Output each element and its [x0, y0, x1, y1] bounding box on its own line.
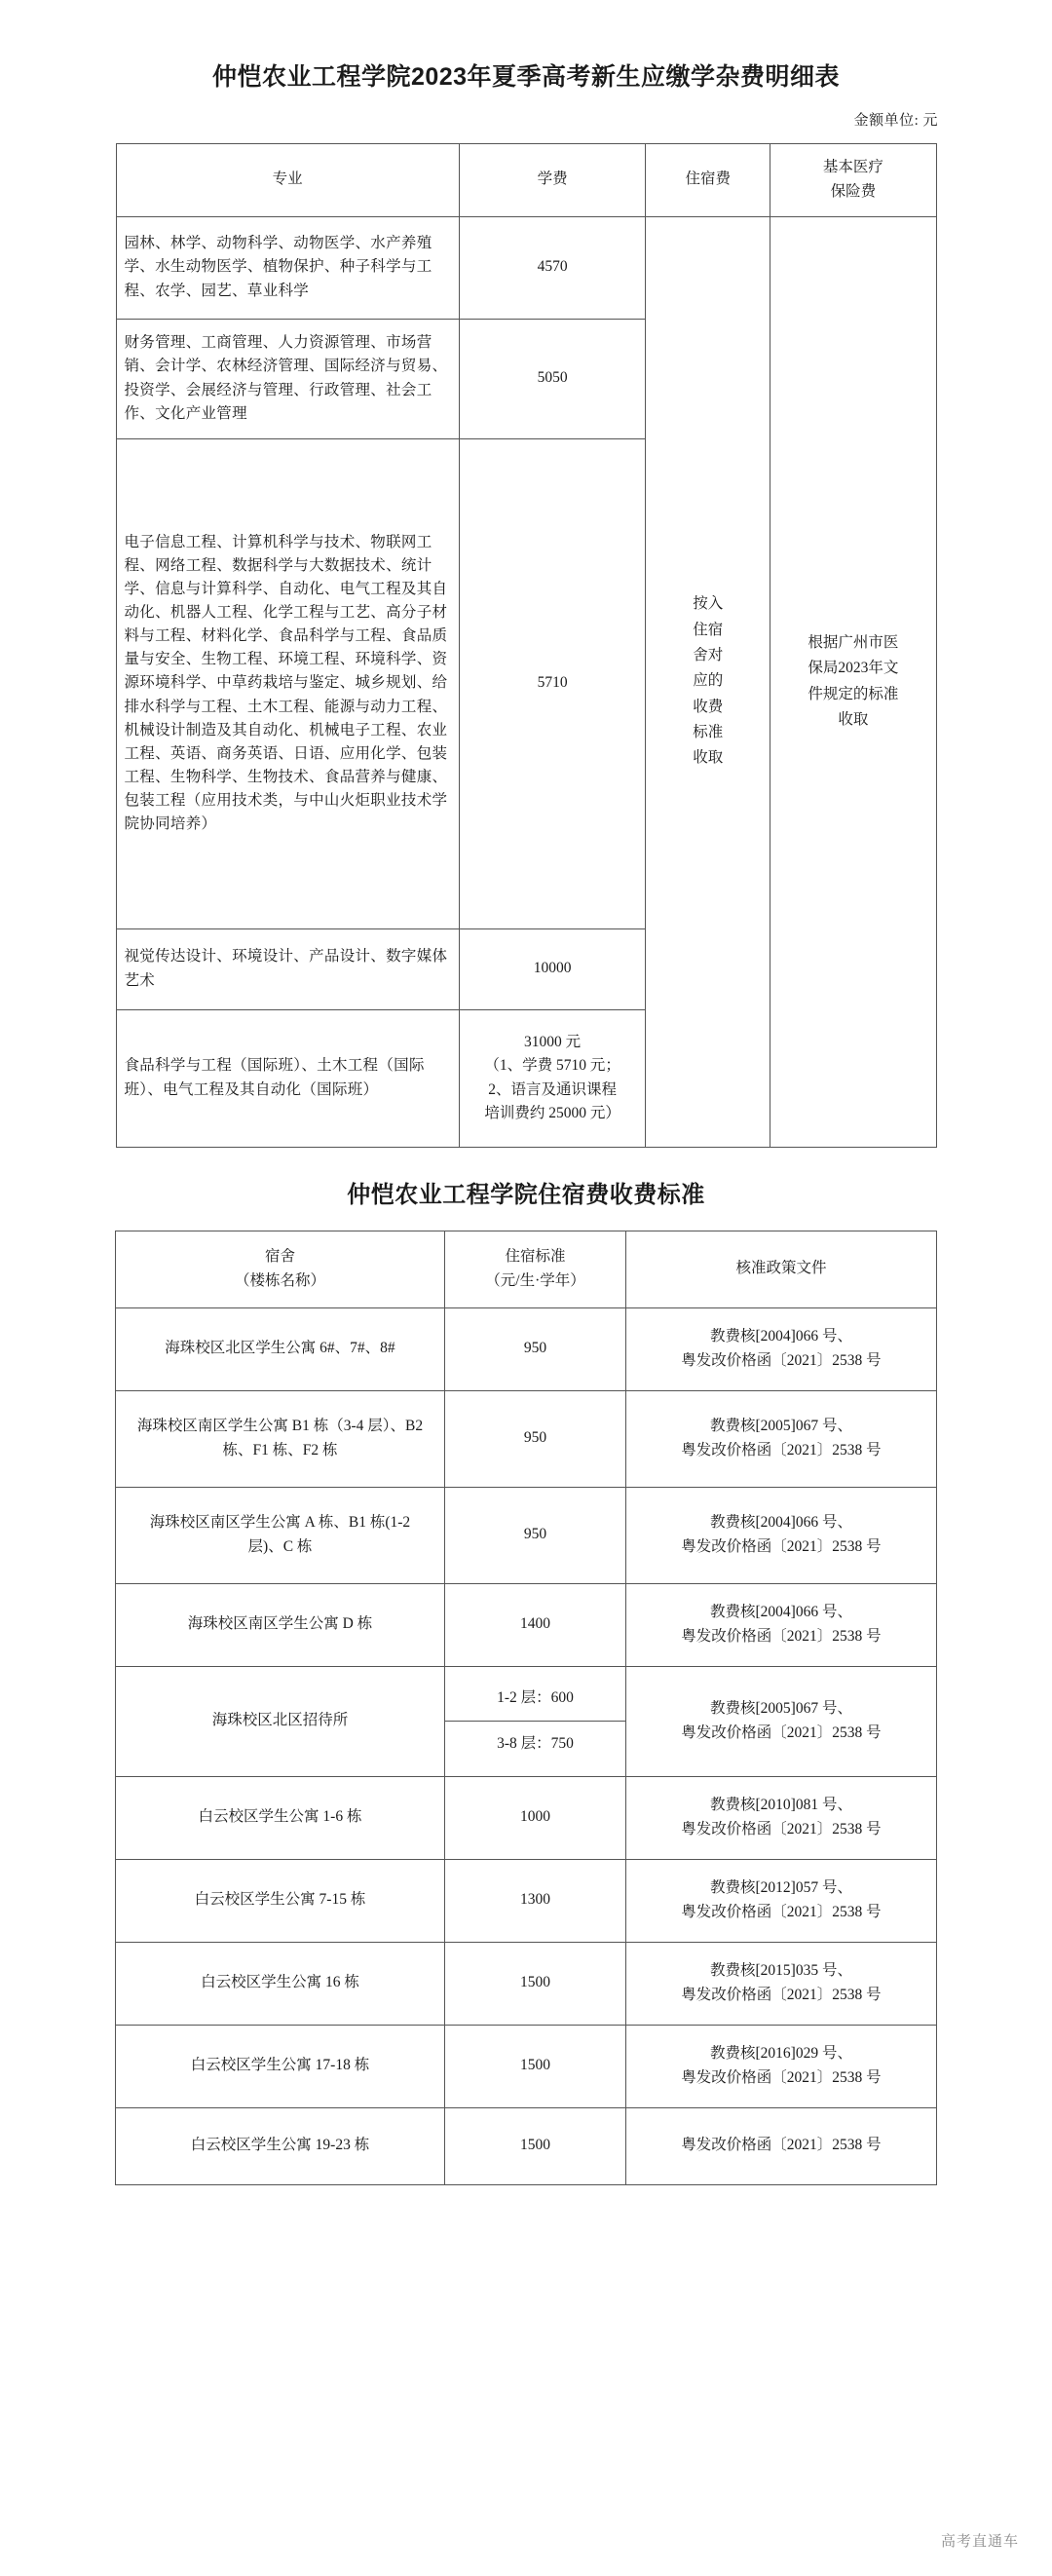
dorm-standard-6: 1000 [445, 1776, 626, 1859]
dorm-document-10 [626, 2107, 937, 2184]
header-insurance-line1: 基本医疗 [822, 159, 883, 176]
tuition-value-5 [459, 1009, 646, 1147]
header-building [116, 1231, 445, 1307]
header-standard-line2: （元/生·学年） [485, 1271, 585, 1289]
dorm-standard-9: 1500 [445, 2025, 626, 2107]
header-dormitory: 住宿费 [646, 143, 770, 216]
insurance-note-text: 根据广州市医保局2023年文件规定的标准收取 [808, 633, 899, 728]
table-row [116, 1487, 937, 1583]
header-standard-line1: 住宿标准 [505, 1248, 566, 1266]
dorm-document-7-line1: 教费核[2012]057 号、 [710, 1879, 852, 1897]
table-row [116, 2025, 937, 2107]
dorm-document-1-line1: 教费核[2004]066 号、 [710, 1328, 852, 1345]
dorm-document-3 [626, 1487, 937, 1583]
table-row [116, 1859, 937, 1942]
dorm-building-3: 海珠校区南区学生公寓 A 栋、B1 栋(1-2 层)、C 栋 [116, 1487, 445, 1583]
tuition-5-line3: 2、语言及通识课程 [488, 1080, 617, 1098]
table-row [116, 216, 936, 319]
dorm-document-4-line2: 粤发改价格函〔2021〕2538 号 [681, 1627, 882, 1645]
dorm-standard-5-floor-1-2: 1-2 层：600 [445, 1676, 625, 1722]
dorm-document-6 [626, 1776, 937, 1859]
tuition-fee-table [116, 143, 937, 1148]
page-title: 仲恺农业工程学院2023年夏季高考新生应缴学杂费明细表 [211, 62, 841, 91]
dorm-document-1-line2: 粤发改价格函〔2021〕2538 号 [681, 1351, 882, 1369]
dorm-document-9 [626, 2025, 937, 2107]
document-page [0, 17, 1052, 2576]
dorm-document-10-line1: 粤发改价格函〔2021〕2538 号 [681, 2137, 882, 2154]
dormitory-note-text: 按入住宿舍对应的收费标准收取 [693, 595, 724, 767]
tuition-value-4: 10000 [459, 928, 646, 1009]
header-insurance-line2: 保险费 [830, 182, 877, 200]
tuition-5-line1: 31000 元 [524, 1034, 582, 1051]
dorm-document-2-line1: 教费核[2005]067 号、 [710, 1418, 852, 1435]
amount-unit-label: 金额单位: 元 [853, 112, 938, 129]
table-row [116, 2107, 937, 2184]
major-list-2: 财务管理、工商管理、人力资源管理、市场营销、会计学、农林经济管理、国际经济与贸易、投资学、会展经济与管理、行政管理、社会工作、文化产业管理 [116, 319, 459, 438]
tuition-value-3: 5710 [459, 438, 646, 928]
major-list-1: 园林、林学、动物科学、动物医学、水产养殖学、水生动物医学、植物保护、种子科学与工程、农学、园艺、草业科学 [116, 216, 459, 319]
table-header-row [116, 1231, 937, 1307]
dorm-document-7 [626, 1859, 937, 1942]
dorm-standard-5-floor-3-8: 3-8 层：750 [497, 1735, 574, 1752]
tuition-5-line4: 培训费约 25000 元） [484, 1104, 620, 1121]
tuition-5-line2: （1、学费 5710 元； [484, 1057, 620, 1075]
dorm-section-title: 仲恺农业工程学院住宿费收费标准 [347, 1181, 705, 1208]
header-policy-document: 核准政策文件 [626, 1231, 937, 1307]
dorm-standard-8: 1500 [445, 1942, 626, 2025]
dorm-document-2 [626, 1390, 937, 1487]
table-header-row [116, 143, 936, 216]
header-major: 专业 [116, 143, 459, 216]
dorm-building-7: 白云校区学生公寓 7-15 栋 [116, 1859, 445, 1942]
dorm-standard-2: 950 [445, 1390, 626, 1487]
table-row [116, 1307, 937, 1390]
dorm-building-6: 白云校区学生公寓 1-6 栋 [116, 1776, 445, 1859]
dorm-document-8-line1: 教费核[2015]035 号、 [710, 1962, 852, 1980]
dorm-standard-3: 950 [445, 1487, 626, 1583]
table-row [116, 1390, 937, 1487]
header-building-line1: 宿舍 [264, 1248, 295, 1266]
dorm-standard-4: 1400 [445, 1583, 626, 1666]
dorm-document-8 [626, 1942, 937, 2025]
dorm-standard-7: 1300 [445, 1859, 626, 1942]
major-list-5: 食品科学与工程（国际班）、土木工程（国际班）、电气工程及其自动化（国际班） [116, 1009, 459, 1147]
dorm-document-4 [626, 1583, 937, 1666]
table-row [116, 1666, 937, 1776]
dorm-document-4-line1: 教费核[2004]066 号、 [710, 1604, 852, 1621]
watermark-label: 高考直通车 [940, 2532, 1019, 2550]
header-tuition: 学费 [459, 143, 646, 216]
table-row [116, 1776, 937, 1859]
header-standard [445, 1231, 626, 1307]
header-building-line2: （楼栋名称） [234, 1271, 325, 1289]
dorm-document-6-line2: 粤发改价格函〔2021〕2538 号 [681, 1820, 882, 1837]
dorm-document-6-line1: 教费核[2010]081 号、 [710, 1797, 852, 1814]
dorm-document-3-line1: 教费核[2004]066 号、 [710, 1514, 852, 1532]
dorm-document-5 [626, 1666, 937, 1776]
major-list-4: 视觉传达设计、环境设计、产品设计、数字媒体艺术 [116, 928, 459, 1009]
dorm-standard-1: 950 [445, 1307, 626, 1390]
dorm-document-7-line2: 粤发改价格函〔2021〕2538 号 [681, 1903, 882, 1920]
dorm-standard-5 [445, 1666, 626, 1776]
header-insurance [770, 143, 936, 216]
dorm-building-2: 海珠校区南区学生公寓 B1 栋（3-4 层）、B2 栋、F1 栋、F2 栋 [116, 1390, 445, 1487]
dorm-document-5-line1: 教费核[2005]067 号、 [710, 1700, 852, 1718]
dormitory-note-cell [646, 216, 770, 1147]
table-row [116, 1942, 937, 2025]
tuition-value-2: 5050 [459, 319, 646, 438]
dorm-document-9-line2: 粤发改价格函〔2021〕2538 号 [681, 2068, 882, 2086]
dorm-document-2-line2: 粤发改价格函〔2021〕2538 号 [681, 1441, 882, 1458]
tuition-value-1: 4570 [459, 216, 646, 319]
dorm-building-10: 白云校区学生公寓 19-23 栋 [116, 2107, 445, 2184]
table-row [116, 1583, 937, 1666]
dorm-building-8: 白云校区学生公寓 16 栋 [116, 1942, 445, 2025]
dorm-building-9: 白云校区学生公寓 17-18 栋 [116, 2025, 445, 2107]
dorm-document-1 [626, 1307, 937, 1390]
dorm-document-9-line1: 教费核[2016]029 号、 [710, 2045, 852, 2063]
dorm-building-4: 海珠校区南区学生公寓 D 栋 [116, 1583, 445, 1666]
major-list-3: 电子信息工程、计算机科学与技术、物联网工程、网络工程、数据科学与大数据技术、统计学、信息与计算科学、自动化、电气工程及其自动化、机器人工程、化学工程与工艺、高分子材料与工程、材料化学、食品科学与工程、食品质量与安全、生物工程、环境工程、环境科学、资源环境科学、中草药栽培与鉴定、城乡规划、给排水科学与工程、土木工程、能源与动力工程、机械设计制造及其自动化、机械电子工程、农业工程、英语、商务英语、日语、应用化学、包装工程、生物科学、生物技术、食品营养与健康、包装工程（应用技术类，与中山火炬职业技术学院协同培养） [116, 438, 459, 928]
insurance-note-cell [770, 216, 936, 1147]
dorm-document-3-line2: 粤发改价格函〔2021〕2538 号 [681, 1537, 882, 1555]
dormitory-fee-table [115, 1231, 937, 2185]
dorm-building-1: 海珠校区北区学生公寓 6#、7#、8# [116, 1307, 445, 1390]
dorm-document-8-line2: 粤发改价格函〔2021〕2538 号 [681, 1986, 882, 2003]
dorm-document-5-line2: 粤发改价格函〔2021〕2538 号 [681, 1724, 882, 1741]
dorm-building-5: 海珠校区北区招待所 [116, 1666, 445, 1776]
dorm-standard-10: 1500 [445, 2107, 626, 2184]
